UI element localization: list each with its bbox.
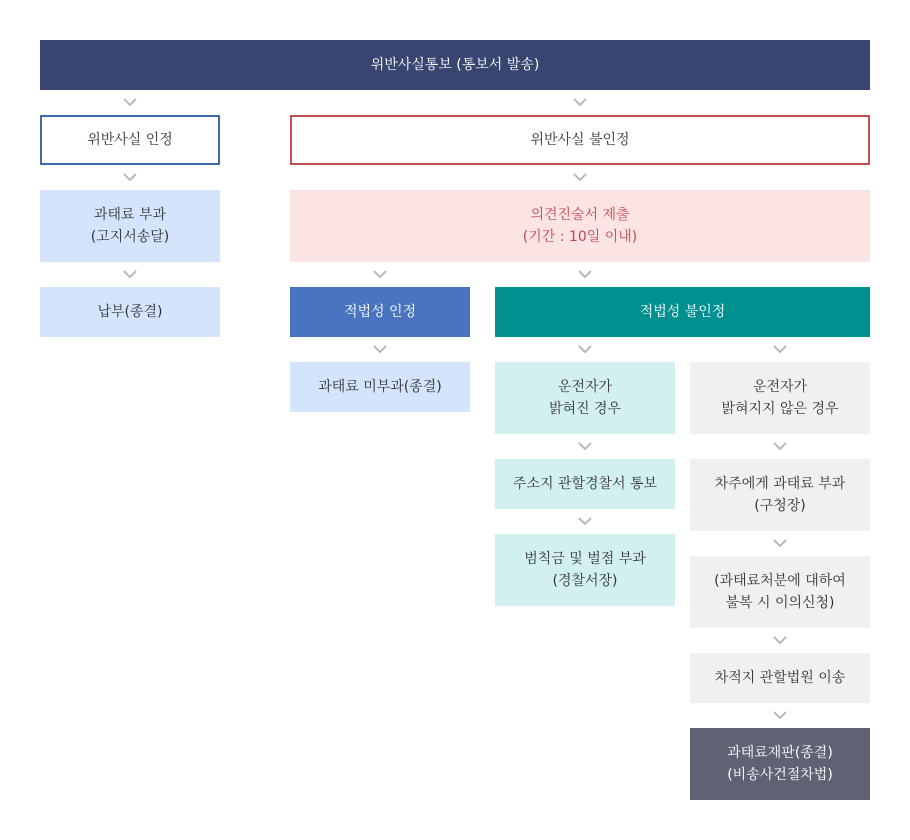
driver-unknown-line1: 운전자가 bbox=[752, 379, 808, 395]
not-acknowledged-label: 위반사실 불인정 bbox=[530, 132, 630, 148]
chevron-down-icon bbox=[373, 270, 387, 278]
driver-known-line2: 밝혀진 경우 bbox=[548, 401, 622, 417]
legality-nack-box bbox=[495, 287, 870, 337]
chevron-down-icon bbox=[578, 442, 592, 450]
driver-known-line1: 운전자가 bbox=[557, 379, 613, 395]
chevron-down-icon bbox=[123, 173, 137, 181]
driver-unknown-line2: 밝혀지지 않은 경우 bbox=[721, 401, 839, 417]
acknowledged-label: 위반사실 인정 bbox=[87, 132, 173, 148]
payment-label: 납부(종결) bbox=[97, 304, 163, 320]
chevron-down-icon bbox=[773, 442, 787, 450]
owner-fine-line1: 차주에게 과태료 부과 bbox=[714, 476, 846, 492]
objection-box bbox=[690, 556, 870, 628]
fine-imposed-box bbox=[40, 190, 220, 262]
penalty-box bbox=[495, 534, 675, 606]
court-transfer-label: 차적지 관할법원 이송 bbox=[714, 670, 846, 686]
chevron-down-icon bbox=[578, 345, 592, 353]
violation-notice-label: 위반사실통보 (통보서 발송) bbox=[370, 57, 540, 73]
chevron-down-icon bbox=[773, 539, 787, 547]
chevron-down-icon bbox=[373, 345, 387, 353]
trial-box bbox=[690, 728, 870, 800]
trial-line1: 과태료재판(종결) bbox=[727, 745, 833, 761]
opinion-submit-line2: (기간 : 10일 이내) bbox=[522, 229, 638, 245]
owner-fine-box bbox=[690, 459, 870, 531]
trial-line2: (비송사건절차법) bbox=[727, 767, 833, 783]
chevron-down-icon bbox=[123, 98, 137, 106]
objection-line2: 불복 시 이의신청) bbox=[725, 595, 835, 611]
fine-imposed-line2: (고지서송달) bbox=[90, 229, 170, 245]
court-transfer-box bbox=[690, 653, 870, 703]
no-fine-box bbox=[290, 362, 470, 412]
penalty-line2: (경찰서장) bbox=[552, 573, 618, 589]
fine-imposed-line1: 과태료 부과 bbox=[93, 207, 167, 223]
acknowledged-box bbox=[40, 115, 220, 165]
driver-known-box bbox=[495, 362, 675, 434]
owner-fine-line2: (구청장) bbox=[754, 498, 806, 514]
objection-line1: (과태료처분에 대하여 bbox=[714, 573, 846, 589]
chevron-down-icon bbox=[773, 345, 787, 353]
not-acknowledged-box bbox=[290, 115, 870, 165]
chevron-down-icon bbox=[573, 98, 587, 106]
legality-ack-box bbox=[290, 287, 470, 337]
chevron-down-icon bbox=[773, 636, 787, 644]
opinion-submit-line1: 의견진술서 제출 bbox=[530, 207, 630, 223]
chevron-down-icon bbox=[578, 270, 592, 278]
police-notify-label: 주소지 관할경찰서 통보 bbox=[512, 476, 658, 492]
opinion-submit-box bbox=[290, 190, 870, 262]
legality-nack-label: 적법성 불인정 bbox=[639, 304, 726, 320]
payment-box bbox=[40, 287, 220, 337]
legality-ack-label: 적법성 인정 bbox=[343, 304, 417, 320]
chevron-down-icon bbox=[123, 270, 137, 278]
police-notify-box bbox=[495, 459, 675, 509]
driver-unknown-box bbox=[690, 362, 870, 434]
violation-notice-box bbox=[40, 40, 870, 90]
chevron-down-icon bbox=[578, 517, 592, 525]
penalty-line1: 범칙금 및 벌점 부과 bbox=[524, 551, 646, 567]
chevron-down-icon bbox=[773, 711, 787, 719]
no-fine-label: 과태료 미부과(종결) bbox=[318, 379, 442, 395]
chevron-down-icon bbox=[573, 173, 587, 181]
